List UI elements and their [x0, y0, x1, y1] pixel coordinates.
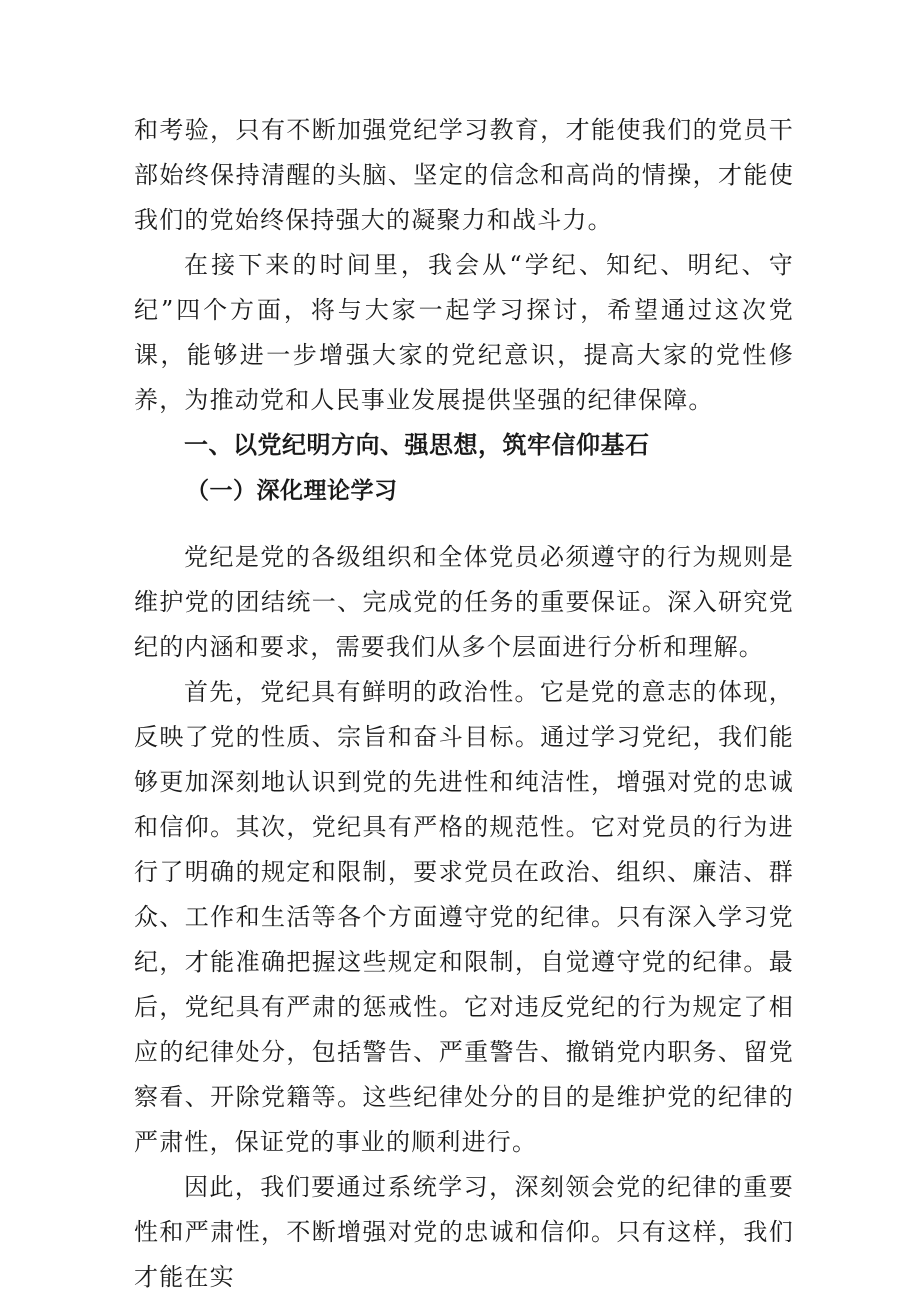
paragraph-characteristics: 首先，党纪具有鲜明的政治性。它是党的意志的体现，反映了党的性质、宗旨和奋斗目标。通过学习党纪，我们能够更加深刻地认识到党的先进性和纯洁性，增强对党的忠诚和信仰。其次，党纪具有严格的规范性。它对党员的行为进行了明确的规定和限制，要求党员在政治、组织、廉洁、群众、工作和生活等各个方面遵守党的纪律。只有深入学习党纪，才能准确把握这些规定和限制，自觉遵守党的纪律。最后，党纪具有严肃的惩戒性。它对违反党纪的行为规定了相应的纪律处分，包括警告、严重警告、撤销党内职务、留党察看、开除党籍等。这些纪律处分的目的是维护党的纪律的严肃性，保证党的事业的顺利进行。 [134, 678, 794, 1156]
paragraph-intro: 在接下来的时间里，我会从“学纪、知纪、明纪、守纪”四个方面，将与大家一起学习探讨，希望通过这次党课，能够进一步增强大家的党纪意识，提高大家的党性修养，为推动党和人民事业发展提供坚强的纪律保障。 [134, 251, 794, 414]
section-heading: 一、以党纪明方向、强思想，筑牢信仰基石 [184, 431, 650, 459]
paragraph-continuation: 和考验，只有不断加强党纪学习教育，才能使我们的党员干部始终保持清醒的头脑、坚定的信念和高尚的情操，才能使我们的党始终保持强大的凝聚力和战斗力。 [134, 116, 794, 234]
document-body [134, 108, 794, 1300]
paragraph-definition: 党纪是党的各级组织和全体党员必须遵守的行为规则是维护党的团结统一、完成党的任务的重要保证。深入研究党纪的内涵和要求，需要我们从多个层面进行分析和理解。 [134, 543, 794, 661]
subsection-heading: （一）深化理论学习 [186, 477, 398, 504]
paragraph-conclusion: 因此，我们要通过系统学习，深刻领会党的纪律的重要性和严肃性，不断增强对党的忠诚和信仰。只有这样，我们才能在实 [134, 1173, 794, 1291]
